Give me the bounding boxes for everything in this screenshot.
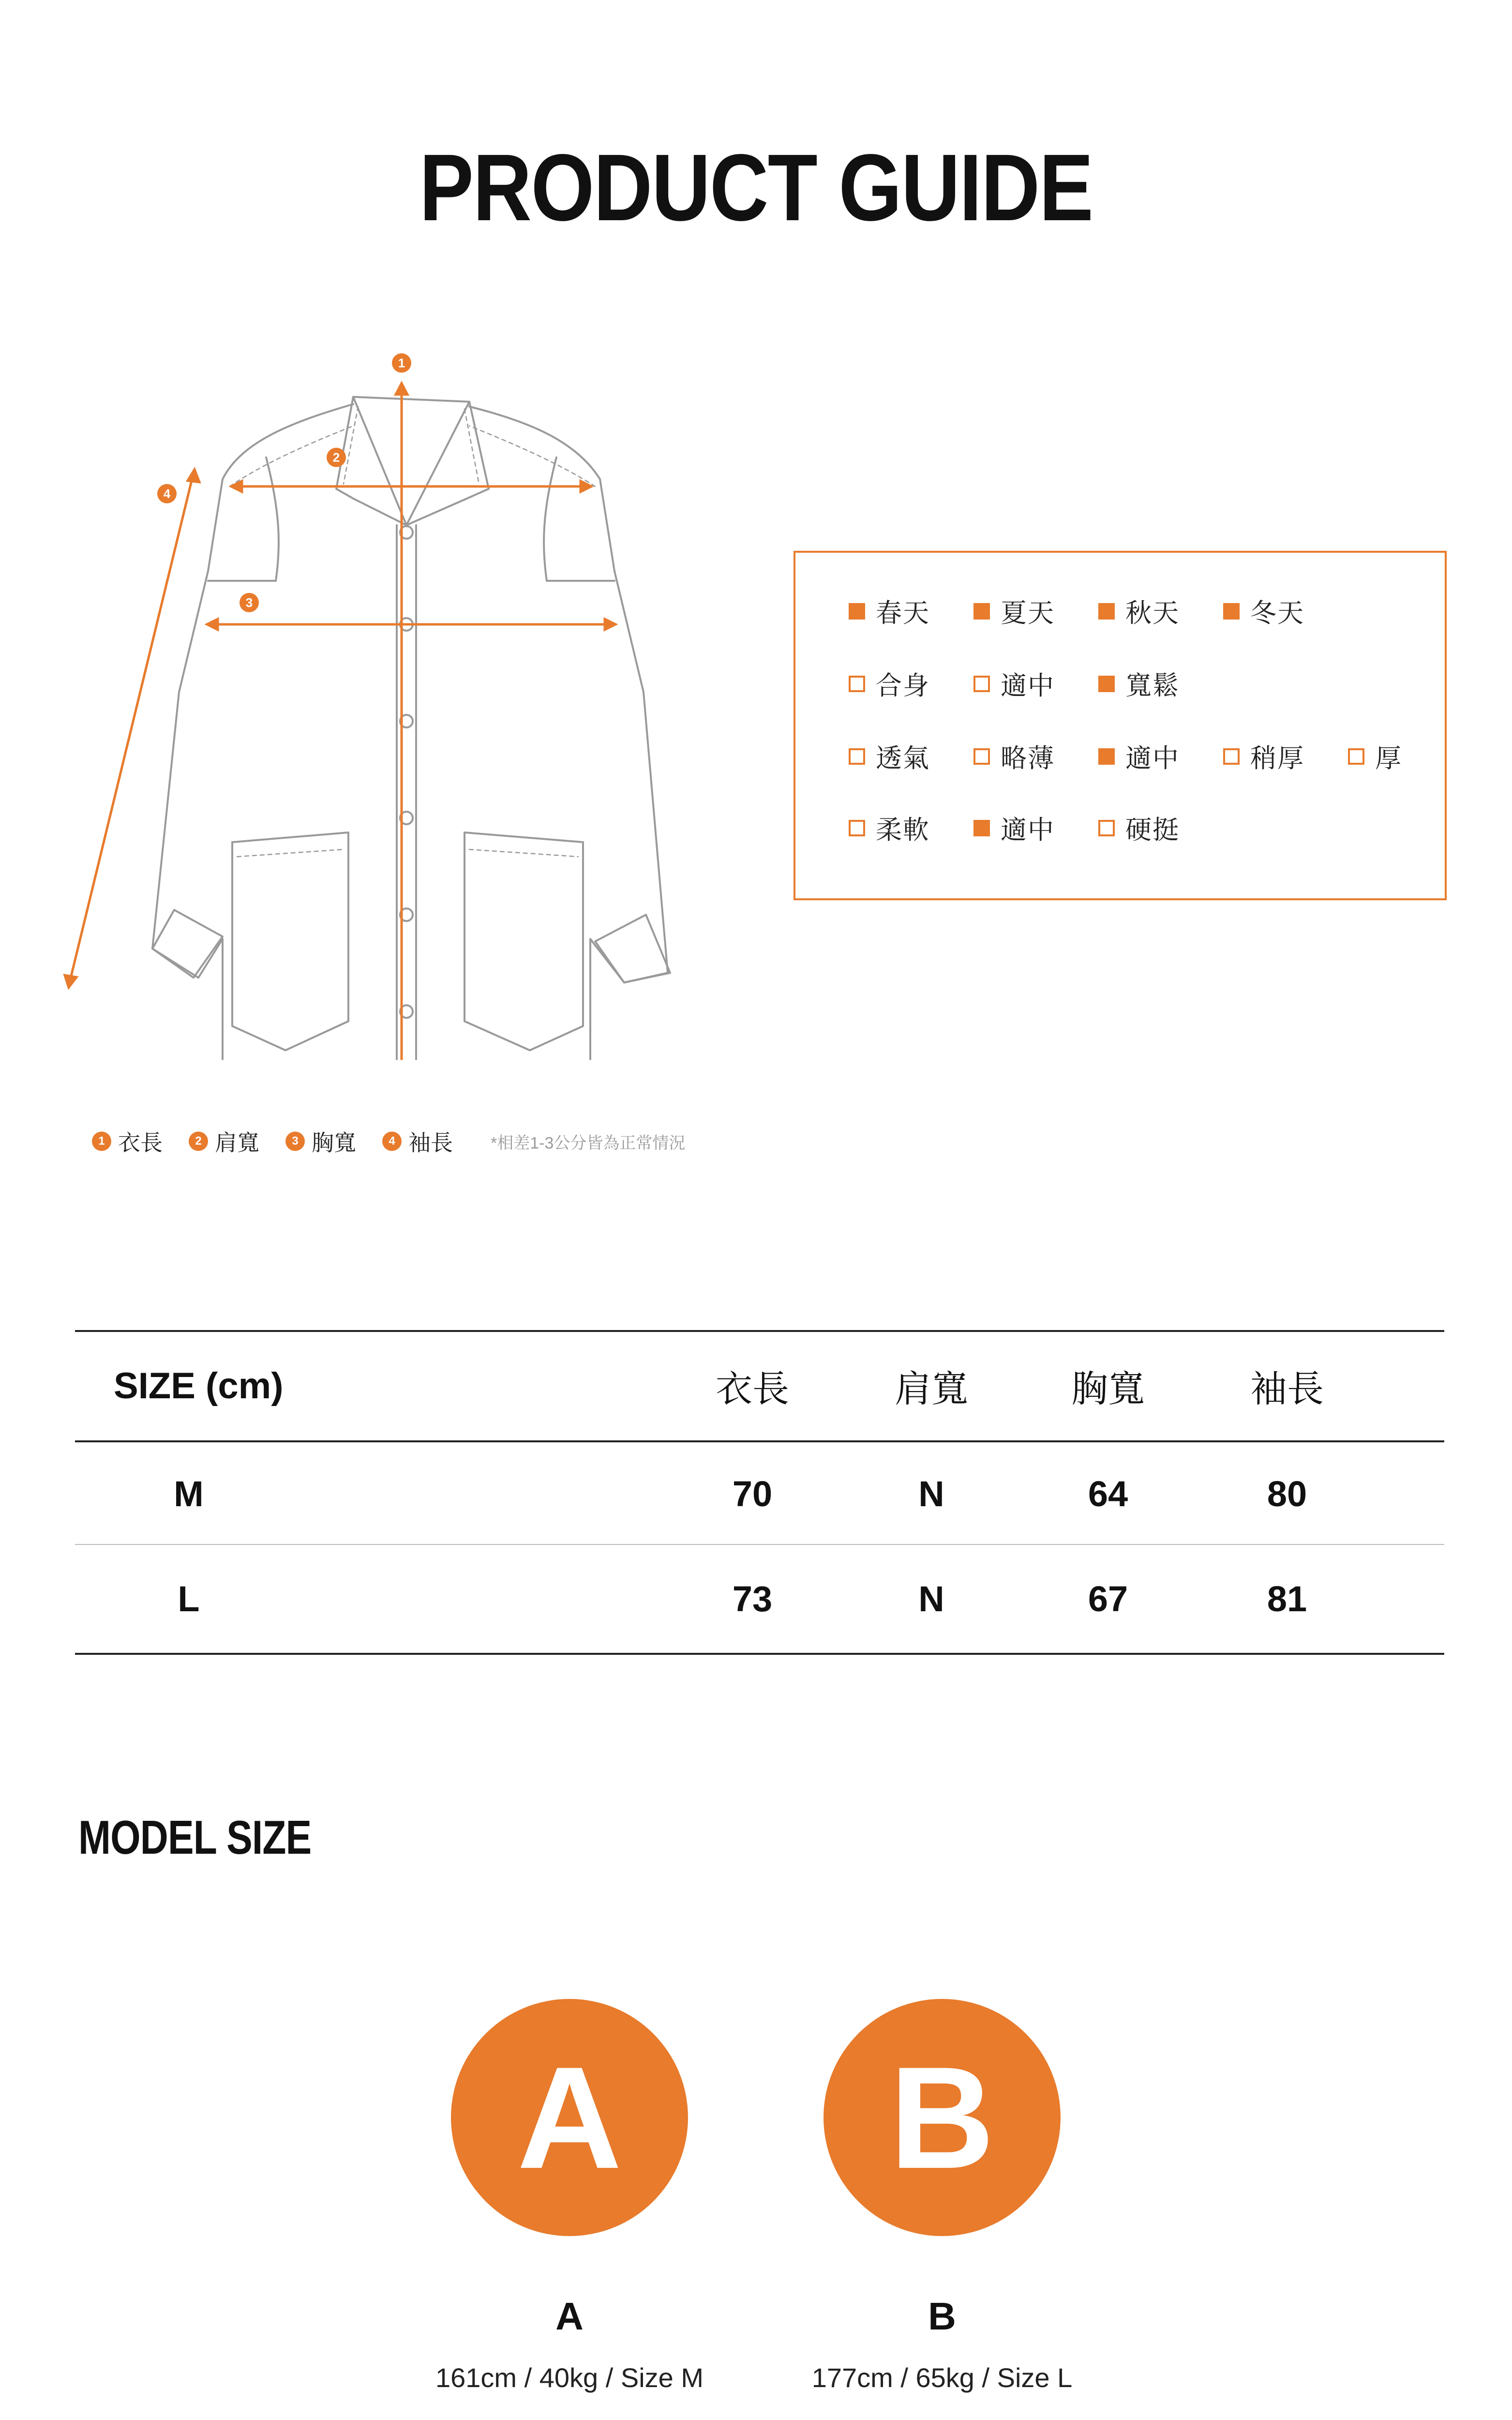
number-badge-icon: 2 <box>189 1132 208 1151</box>
checked-box-icon <box>1098 676 1115 692</box>
model-a-info: 161cm / 40kg / Size M <box>435 2362 704 2393</box>
table-cell: N <box>918 1473 944 1514</box>
legend-item <box>92 1125 163 1157</box>
number-badge-icon: 3 <box>285 1132 305 1151</box>
table-header-cell: 肩寬 <box>895 1368 968 1410</box>
table-cell: 73 <box>732 1578 773 1619</box>
attribute-label: 春天 <box>876 599 930 628</box>
checked-box-icon <box>849 603 865 620</box>
attribute-item <box>1348 738 1473 775</box>
checked-box-icon <box>973 820 990 836</box>
legend-item <box>285 1125 356 1157</box>
attribute-item <box>849 738 973 775</box>
attribute-item <box>973 592 1098 630</box>
page-title: PRODUCT GUIDE <box>419 135 1093 241</box>
model-a-badge: A <box>451 1999 688 2236</box>
tolerance-note: *相差1-3公分皆為正常情況 <box>491 1134 686 1152</box>
table-cell: L <box>178 1578 200 1619</box>
measurement-legend <box>92 1127 685 1156</box>
attribute-row <box>849 809 1223 847</box>
attribute-label: 透氣 <box>876 744 930 773</box>
model-b-info: 177cm / 65kg / Size L <box>811 2362 1073 2393</box>
attribute-row <box>849 665 1223 702</box>
marker-2-text: 2 <box>332 450 340 465</box>
table-cell: 67 <box>1088 1578 1128 1619</box>
table-divider <box>75 1440 1444 1442</box>
marker-4-text: 4 <box>163 486 171 501</box>
number-badge-icon: 1 <box>92 1132 111 1151</box>
attribute-label: 冬天 <box>1250 599 1304 628</box>
attribute-label: 適中 <box>1001 816 1055 845</box>
number-badge-icon: 4 <box>382 1132 402 1151</box>
legend-label: 胸寬 <box>312 1130 356 1155</box>
table-divider <box>75 1544 1444 1545</box>
attribute-label: 秋天 <box>1125 599 1180 628</box>
marker-3-text: 3 <box>245 595 253 610</box>
table-cell: 80 <box>1267 1473 1307 1514</box>
table-cell: 64 <box>1088 1473 1128 1514</box>
table-divider <box>75 1653 1444 1655</box>
attribute-item <box>849 592 973 630</box>
attribute-label: 硬挺 <box>1125 816 1180 845</box>
attribute-item <box>973 738 1098 775</box>
attribute-box <box>793 551 1447 900</box>
attribute-item <box>973 665 1098 702</box>
jacket-diagram <box>63 353 760 1060</box>
attribute-item <box>849 809 973 847</box>
table-header-cell: SIZE (cm) <box>114 1365 284 1407</box>
table-cell: M <box>174 1473 204 1514</box>
checked-box-icon <box>1098 748 1115 765</box>
table-header-cell: 袖長 <box>1250 1368 1324 1410</box>
unchecked-box-icon <box>1223 748 1240 765</box>
checked-box-icon <box>1223 603 1240 620</box>
attribute-item <box>1098 665 1223 702</box>
unchecked-box-icon <box>973 748 990 765</box>
attribute-label: 略薄 <box>1001 744 1055 773</box>
model-b-name: B <box>928 2295 956 2338</box>
checked-box-icon <box>1098 603 1115 620</box>
unchecked-box-icon <box>849 820 865 836</box>
table-row <box>75 1465 1444 1523</box>
model-size-heading: MODEL SIZE <box>78 1811 312 1864</box>
attribute-label: 適中 <box>1001 671 1055 700</box>
unchecked-box-icon <box>849 676 865 692</box>
attribute-item <box>849 665 973 702</box>
attribute-item <box>1223 592 1348 630</box>
attribute-item <box>1098 738 1223 775</box>
attribute-row <box>849 592 1348 630</box>
table-cell: N <box>918 1578 944 1619</box>
attribute-item <box>1098 592 1223 630</box>
table-header-cell: 衣長 <box>716 1368 789 1410</box>
attribute-label: 柔軟 <box>876 816 930 845</box>
legend-item <box>382 1125 453 1157</box>
legend-label: 衣長 <box>118 1130 163 1155</box>
unchecked-box-icon <box>1098 820 1115 836</box>
table-header-cell: 胸寬 <box>1071 1368 1145 1410</box>
attribute-item <box>1098 809 1223 847</box>
unchecked-box-icon <box>1348 748 1364 765</box>
unchecked-box-icon <box>973 676 990 692</box>
attribute-item <box>973 809 1098 847</box>
attribute-label: 適中 <box>1125 744 1180 773</box>
legend-label: 肩寬 <box>215 1130 259 1155</box>
attribute-label: 寬鬆 <box>1125 671 1180 700</box>
table-cell: 81 <box>1267 1578 1307 1619</box>
table-divider <box>75 1330 1444 1332</box>
marker-1-text: 1 <box>398 356 405 370</box>
model-b-badge: B <box>823 1999 1061 2236</box>
unchecked-box-icon <box>849 748 865 765</box>
attribute-label: 夏天 <box>1001 599 1055 628</box>
table-header-row <box>75 1357 1444 1415</box>
attribute-label: 厚 <box>1375 744 1402 773</box>
model-a-name: A <box>555 2295 584 2338</box>
table-cell: 70 <box>732 1473 773 1514</box>
attribute-row <box>849 738 1473 775</box>
table-row <box>75 1570 1444 1628</box>
attribute-item <box>1223 738 1348 775</box>
legend-item <box>189 1125 259 1157</box>
checked-box-icon <box>973 603 990 620</box>
legend-label: 袖長 <box>408 1130 453 1155</box>
attribute-label: 稍厚 <box>1250 744 1304 773</box>
attribute-label: 合身 <box>876 671 930 700</box>
